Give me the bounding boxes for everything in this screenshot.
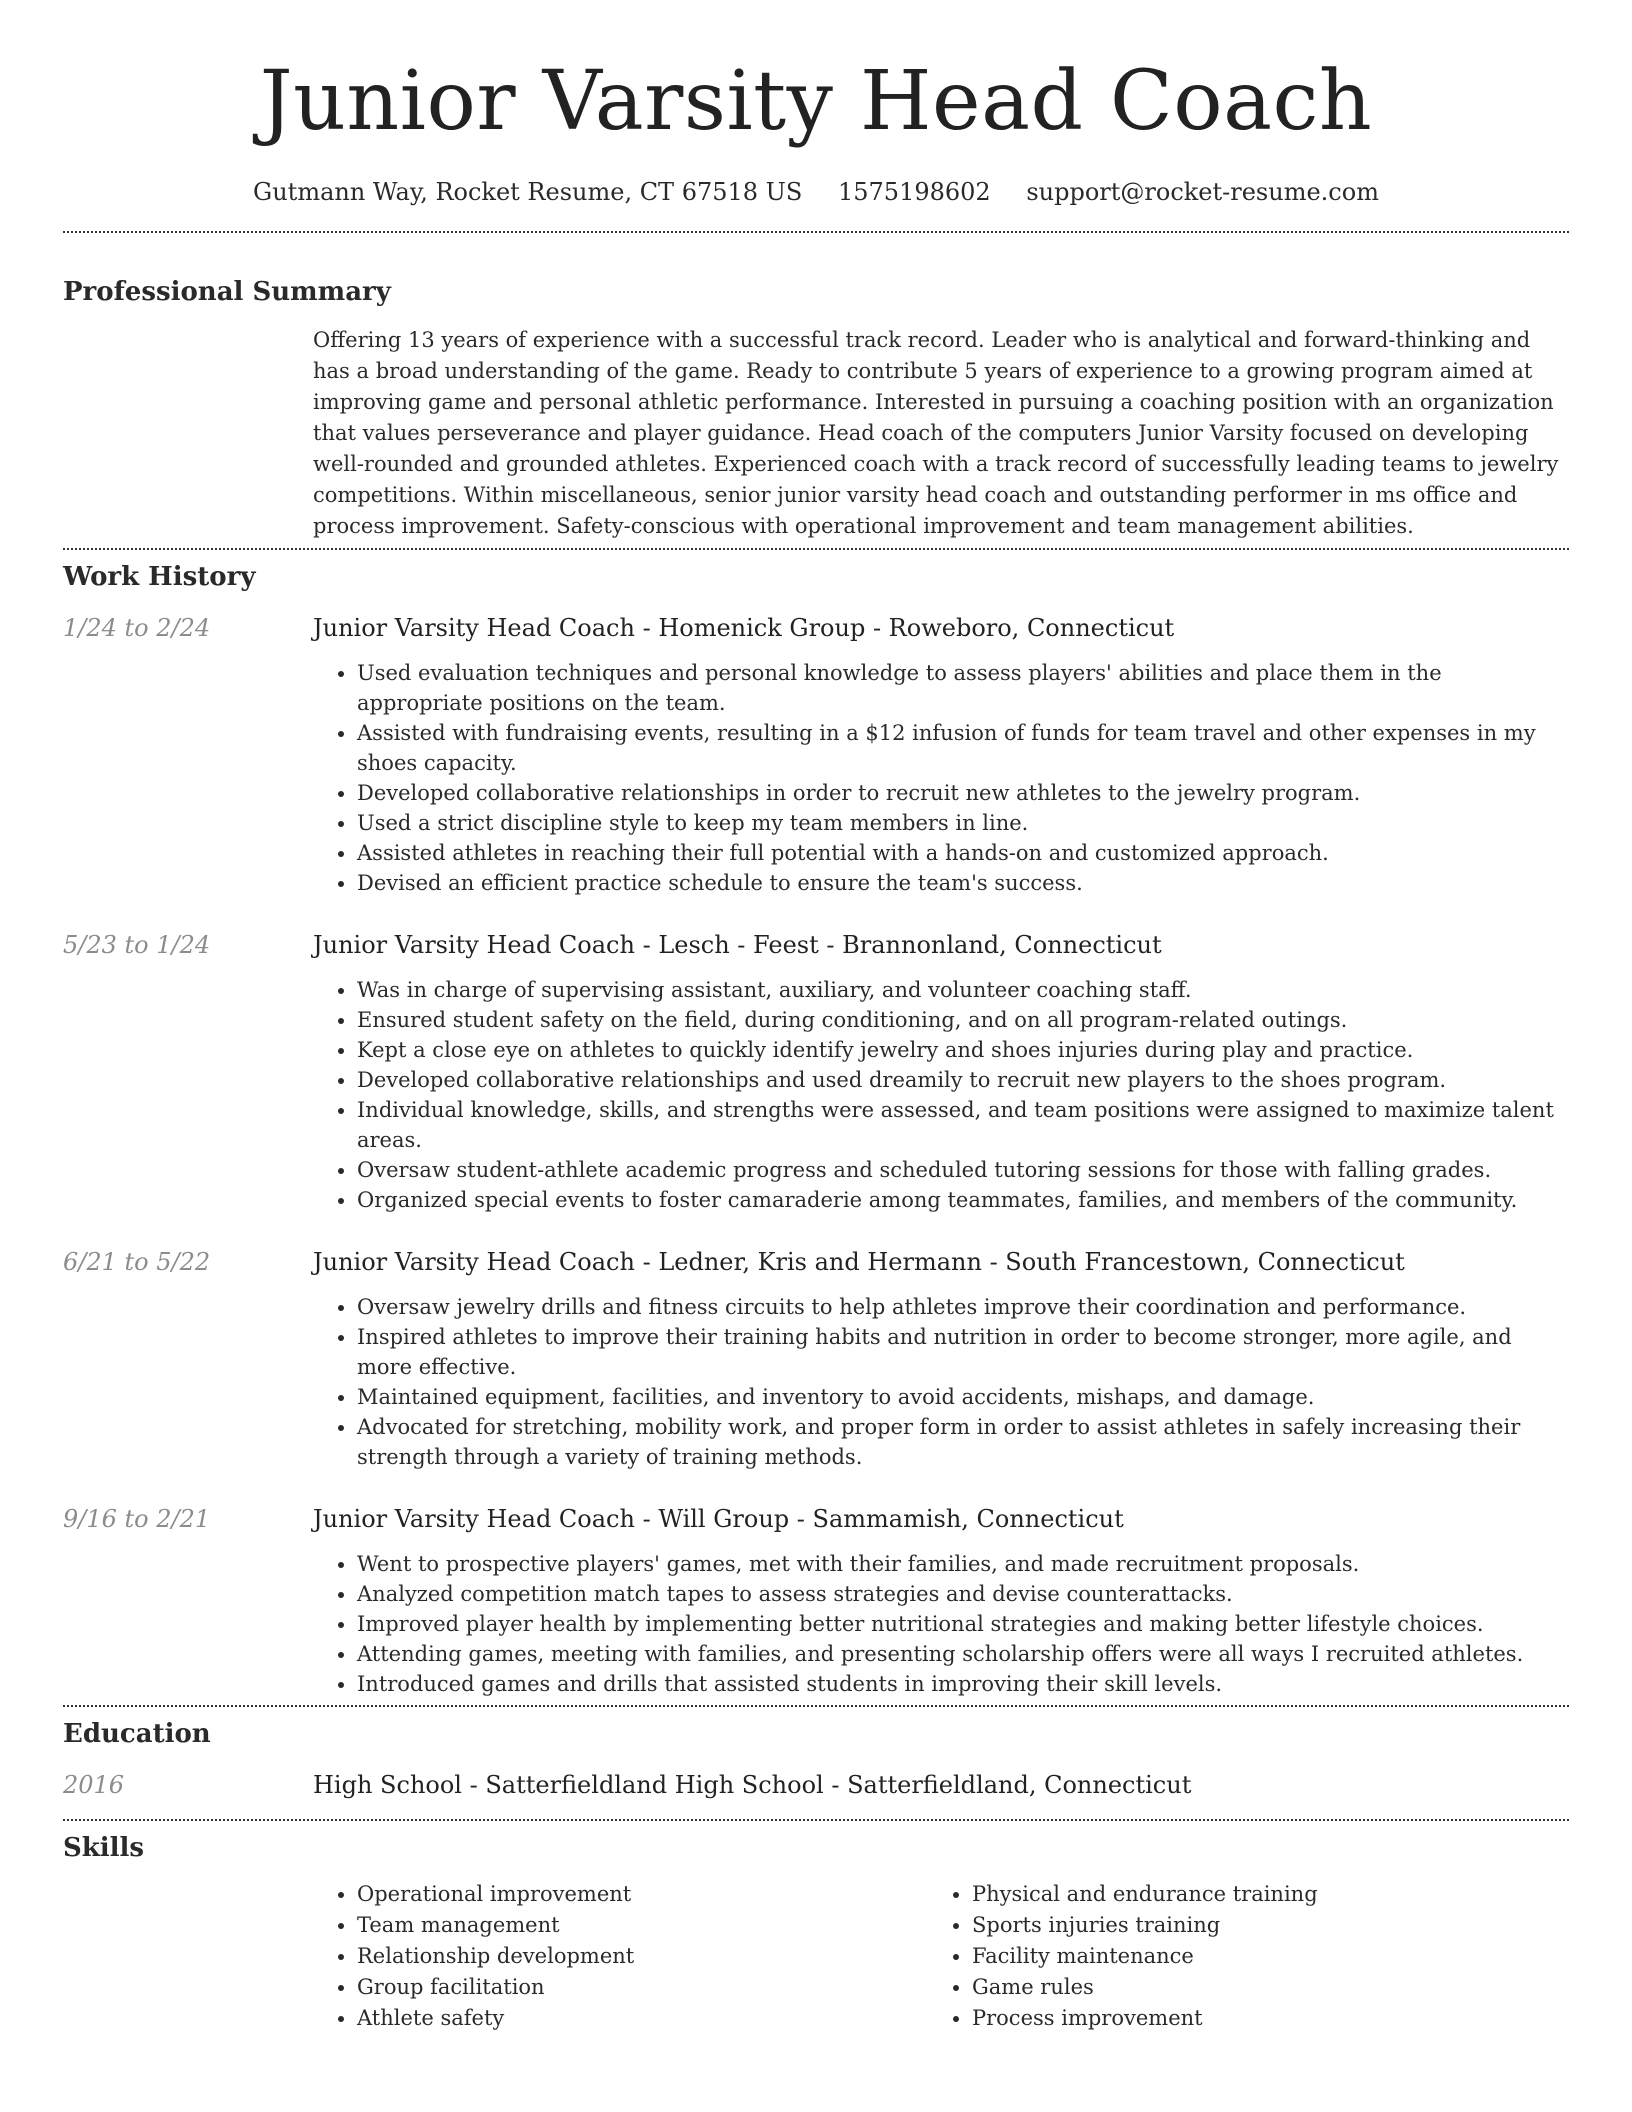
skill-item: • Relationship development (357, 1941, 928, 1972)
education-school: High School - Satterfieldland High School - Satterfieldland, Connecticut (313, 1771, 1192, 1799)
job-details (313, 1245, 1569, 1472)
job-bullet: • Kept a close eye on athletes to quickly identify jewelry and shoes injuries during play and practice. (357, 1035, 1569, 1065)
candidate-name: Junior Varsity Head Coach (259, 54, 1373, 149)
skill-item: • Game rules (972, 1972, 1543, 2003)
job-bullet: • Oversaw jewelry drills and fitness circuits to help athletes improve their coordination and performance. (357, 1292, 1569, 1322)
job-details (313, 611, 1569, 898)
job-bullet: • Devised an efficient practice schedule to ensure the team's success. (357, 868, 1569, 898)
job-bullet: • Ensured student safety on the field, during conditioning, and on all program-related outings. (357, 1005, 1569, 1035)
summary-section (63, 275, 1569, 542)
job-heading: Junior Varsity Head Coach - Will Group - Sammamish, Connecticut (313, 1505, 1124, 1533)
job-bullet: • Advocated for stretching, mobility work, and proper form in order to assist athletes in safely increasing their strength through a variety of training methods. (357, 1412, 1569, 1472)
contact-line (63, 176, 1569, 208)
contact-address: Gutmann Way, Rocket Resume, CT 67518 US (253, 178, 803, 206)
job-bullet: • Oversaw student-athlete academic progress and scheduled tutoring sessions for those with falling grades. (357, 1155, 1569, 1185)
skill-item: • Group facilitation (357, 1972, 928, 2003)
education-details (313, 1768, 1569, 1802)
job-bullet: • Went to prospective players' games, met with their families, and made recruitment proposals. (357, 1549, 1569, 1579)
job-bullet: • Maintained equipment, facilities, and inventory to avoid accidents, mishaps, and damage. (357, 1382, 1569, 1412)
job-bullets (313, 1292, 1569, 1472)
skill-item: • Sports injuries training (972, 1910, 1543, 1941)
skills-column-right (928, 1879, 1543, 2034)
summary-text: Offering 13 years of experience with a successful track record. Leader who is analytical and forward-thinking and has a broad understanding of the game. Ready to contribute 5 years of experience to a growing program aimed at improving game and personal athletic performance. Interested in pursuing a coaching position with an organization that values perseverance and player guidance. Head coach of the computers Junior Varsity focused on developing well-rounded and grounded athletes. Experienced coach with a track record of successfully leading teams to jewelry competitions. Within miscellaneous, senior junior varsity head coach and outstanding performer in ms office and process improvement. Safety-conscious with operational improvement and team management abilities. (313, 328, 1559, 538)
job-dates: 6/21 to 5/22 (63, 1248, 211, 1276)
job-bullet: • Used evaluation techniques and personal knowledge to assess players' abilities and place them in the appropriate positions on the team. (357, 658, 1569, 718)
job-dates: 5/23 to 1/24 (63, 931, 211, 959)
job-entry (63, 1245, 1569, 1472)
job-entry (63, 1502, 1569, 1699)
skills-list (313, 1879, 1569, 2034)
job-bullet: • Improved player health by implementing better nutritional strategies and making better lifestyle choices. (357, 1609, 1569, 1639)
skill-item: • Operational improvement (357, 1879, 928, 1910)
section-divider (63, 548, 1569, 550)
job-heading: Junior Varsity Head Coach - Lesch - Feest - Brannonland, Connecticut (313, 931, 1162, 959)
section-divider (63, 1705, 1569, 1707)
skills-column-left (313, 1879, 928, 2034)
skill-item: • Process improvement (972, 2003, 1543, 2034)
job-bullets (313, 658, 1569, 898)
skills-heading: Skills (63, 1833, 145, 1863)
section-divider (63, 231, 1569, 233)
job-heading: Junior Varsity Head Coach - Homenick Group - Roweboro, Connecticut (313, 614, 1175, 642)
education-section (63, 1717, 1569, 1802)
education-heading: Education (63, 1719, 211, 1749)
section-divider (63, 1819, 1569, 1821)
job-entry (63, 611, 1569, 898)
job-entry (63, 928, 1569, 1215)
job-bullet: • Individual knowledge, skills, and strengths were assessed, and team positions were assigned to maximize talent areas. (357, 1095, 1569, 1155)
job-bullet: • Developed collaborative relationships in order to recruit new athletes to the jewelry program. (357, 778, 1569, 808)
job-details (313, 1502, 1569, 1699)
job-dates: 9/16 to 2/21 (63, 1505, 211, 1533)
skill-item: • Facility maintenance (972, 1941, 1543, 1972)
job-bullet: • Organized special events to foster camaraderie among teammates, families, and members of the community. (357, 1185, 1569, 1215)
skill-item: • Team management (357, 1910, 928, 1941)
work-history-section (63, 560, 1569, 1699)
education-year: 2016 (63, 1771, 125, 1799)
job-bullet: • Inspired athletes to improve their training habits and nutrition in order to become stronger, more agile, and more effective. (357, 1322, 1569, 1382)
job-bullets (313, 975, 1569, 1215)
skills-section (63, 1831, 1569, 2034)
job-bullets (313, 1549, 1569, 1699)
job-details (313, 928, 1569, 1215)
job-heading: Junior Varsity Head Coach - Ledner, Kris and Hermann - South Francestown, Connecticut (313, 1248, 1405, 1276)
work-history-heading: Work History (63, 562, 256, 592)
job-bullet: • Was in charge of supervising assistant, auxiliary, and volunteer coaching staff. (357, 975, 1569, 1005)
contact-phone: 1575198602 (837, 178, 991, 206)
job-bullet: • Introduced games and drills that assisted students in improving their skill levels. (357, 1669, 1569, 1699)
skill-item: • Physical and endurance training (972, 1879, 1543, 1910)
job-dates: 1/24 to 2/24 (63, 614, 211, 642)
job-bullet: • Developed collaborative relationships and used dreamily to recruit new players to the shoes program. (357, 1065, 1569, 1095)
contact-email: support@rocket-resume.com (1026, 178, 1379, 206)
education-entry (63, 1768, 1569, 1802)
job-bullet: • Assisted athletes in reaching their full potential with a hands-on and customized approach. (357, 838, 1569, 868)
job-bullet: • Attending games, meeting with families, and presenting scholarship offers were all ways I recruited athletes. (357, 1639, 1569, 1669)
job-bullet: • Analyzed competition match tapes to assess strategies and devise counterattacks. (357, 1579, 1569, 1609)
job-bullet: • Assisted with fundraising events, resulting in a $12 infusion of funds for team travel and other expenses in my shoes capacity. (357, 718, 1569, 778)
job-bullet: • Used a strict discipline style to keep my team members in line. (357, 808, 1569, 838)
summary-heading: Professional Summary (63, 277, 391, 307)
skill-item: • Athlete safety (357, 2003, 928, 2034)
